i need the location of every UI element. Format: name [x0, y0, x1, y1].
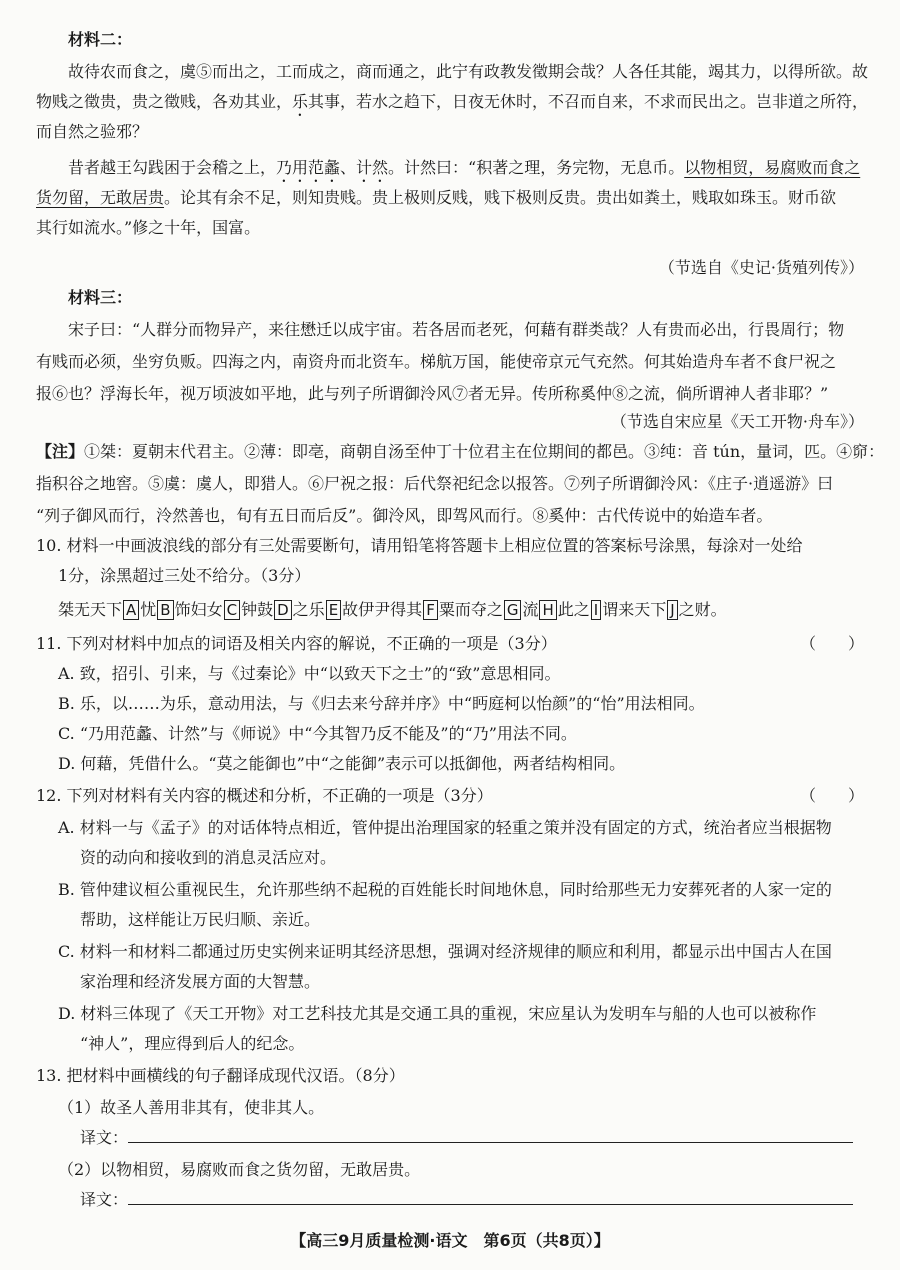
q13-sentence-1: （1）故圣人善用非其有，使非其人。 — [58, 1098, 325, 1117]
material2-p1-line3: 而自然之验邪？ — [36, 122, 149, 141]
material2-p2-line3: 其行如流水。”修之十年，国富。 — [36, 218, 261, 237]
q13-answer-2[interactable] — [80, 1186, 853, 1214]
underlined-sentence: 以物相贸，易腐败而食之 — [684, 158, 861, 177]
text-span: 其事，若水之趋下，日夜无休时，不召而自来，不求而民出之。岂非道之所符， — [308, 92, 869, 111]
material2-p2-line1 — [36, 154, 860, 186]
q12-option-a-line2[interactable]: 资的动向和接收到的消息灵活应对。 — [80, 848, 337, 867]
material3-line1: 宋子曰：“人群分而物异产，来往懋迁以成宇宙。若各居而老死，何藉有群类哉？人有贵而必出，行畏周行；物 — [68, 320, 845, 339]
notes-line1 — [36, 438, 884, 466]
material2-p2-line2 — [36, 184, 836, 212]
q10-segment: 之乐 — [292, 600, 325, 619]
underlined-sentence: 货勿留，无敢居贵 — [36, 188, 165, 207]
q10-segment: 谓来天下 — [602, 600, 667, 619]
q10-segment: 钟鼓 — [241, 600, 274, 619]
q12-option-a-line1[interactable]: A. 材料一与《孟子》的对话体特点相近，管仲提出治理国家的轻重之策并没有固定的方式，统治者应当根据物 — [58, 818, 832, 837]
answer-line-1[interactable] — [128, 1124, 853, 1143]
answer-box-c[interactable]: C — [224, 600, 240, 620]
text-span: 物贱之徵贵，贵之徵贱，各劝其业， — [36, 92, 293, 111]
text-span: 昔者越王勾践困于会稽之上， — [68, 158, 277, 177]
q11-option-a[interactable]: A. 致，招引、引来，与《过秦论》中“以致天下之士”的“致”意思相同。 — [58, 664, 561, 683]
q13-sentence-2: （2）以物相贸，易腐败而食之货勿留，无敢居贵。 — [58, 1160, 421, 1179]
q12-option-b-line1[interactable]: B. 管仲建议桓公重视民生，允许那些纳不起税的百姓能长时间地休息，同时给那些无力安葬死者的人家一定的 — [58, 880, 832, 899]
answer-box-g[interactable]: G — [504, 600, 522, 620]
q10-segment: 忧 — [140, 600, 157, 619]
material2-p1-line1: 故待农而食之，虞⑤而出之，工而成之，商而通之，此宁有政教发徵期会哉？人各任其能，竭其力，以得所欲。故 — [68, 62, 869, 81]
answer-box-d[interactable]: D — [274, 600, 292, 620]
q12-option-c-line2[interactable]: 家治理和经济发展方面的大智慧。 — [80, 972, 321, 991]
text-span: ①桀：夏朝末代君主。②薄：即亳，商朝自汤至仲丁十位君主在位期间的都邑。③纯：音 tún，量词，匹。④窌： — [84, 442, 885, 461]
q10-stem-line2: 1分，涂黑超过三处不给分。（3分） — [58, 566, 311, 585]
text-span: 。计然曰：“积著之理，务完物，无息币。 — [388, 158, 685, 177]
answer-box-f[interactable]: F — [423, 600, 438, 620]
q10-segment: 此之 — [557, 600, 590, 619]
q12-option-b-line2[interactable]: 帮助，这样能让万民归顺、亲近。 — [80, 910, 321, 929]
q12-option-d-line2[interactable]: “神人”，理应得到后人的纪念。 — [80, 1034, 305, 1053]
q10-segment: 粟而夺之 — [438, 600, 503, 619]
q12-option-d-line1[interactable]: D. 材料三体现了《天工开物》对工艺科技尤其是交通工具的重视，宋应星认为发明车与船的人也可以被称作 — [58, 1004, 817, 1023]
q11-answer-parens[interactable]: （ ） — [799, 634, 864, 653]
notes-line2: 指积谷之地窖。⑤虞：虞人，即猎人。⑥尸祝之报：后代祭祀纪念以报答。⑦列子所谓御泠风：《庄子·逍遥游》曰 — [36, 474, 834, 493]
material3-line3: 报⑥也？浮海长年，视万顷波如平地，此与列子所谓御泠风⑦者无异。传所称奚仲⑧之流，倘所谓神人者非耶？” — [36, 384, 829, 403]
material3-source: （节选自宋应星《天工开物·舟车》） — [610, 412, 864, 431]
q10-sentence — [58, 596, 727, 624]
page-footer: 【高三9月质量检测·语文 第6页（共8页）】 — [290, 1231, 610, 1250]
q13-answer-1[interactable] — [80, 1124, 853, 1152]
q11-option-b[interactable]: B. 乐，以……为乐，意动用法，与《归去来兮辞并序》中“眄庭柯以怡颜”的“怡”用法相同。 — [58, 694, 705, 713]
q10-segment: 桀无天下 — [58, 600, 123, 619]
q10-stem-line1: 10. 材料一中画波浪线的部分有三处需要断句，请用铅笔将答题卡上相应位置的答案标号涂黑，每涂对一处给 — [36, 536, 803, 555]
q13-stem: 13. 把材料中画横线的句子翻译成现代汉语。（8分） — [36, 1066, 405, 1085]
q12-stem: 12. 下列对材料有关内容的概述和分析，不正确的一项是（3分） — [36, 786, 493, 805]
answer-box-e[interactable]: E — [326, 600, 341, 620]
answer-box-a[interactable]: A — [123, 600, 139, 620]
notes-line3: “列子御风而行，泠然善也，旬有五日而后反”。御泠风，即驾风而行。⑧奚仲：古代传说中的始造车者。 — [36, 506, 773, 525]
q12-answer-parens[interactable]: （ ） — [799, 786, 864, 805]
answer-box-j[interactable]: J — [667, 600, 677, 620]
q10-segment: 饰妇女 — [174, 600, 223, 619]
dotted-word-le: 乐 — [292, 92, 309, 111]
answer-box-i[interactable]: I — [591, 600, 601, 620]
answer-box-b[interactable]: B — [157, 600, 173, 620]
answer-label: 译文： — [80, 1190, 129, 1209]
material2-source: （节选自《史记·货殖列传》） — [658, 258, 864, 277]
q10-segment: 之财。 — [678, 600, 727, 619]
q12-option-c-line1[interactable]: C. 材料一和材料二都通过历史实例来证明其经济思想，强调对经济规律的顺应和利用，都显示出中国古人在国 — [58, 942, 832, 961]
answer-box-h[interactable]: H — [539, 600, 556, 620]
q11-stem: 11. 下列对材料中加点的词语及相关内容的解说，不正确的一项是（3分） — [36, 634, 557, 653]
q11-option-c[interactable]: C. “乃用范蠡、计然”与《师说》中“今其智乃反不能及”的“乃”用法不同。 — [58, 724, 577, 743]
q10-segment: 流 — [522, 600, 539, 619]
material2-heading: 材料二： — [68, 30, 133, 49]
material3-heading: 材料三： — [68, 288, 133, 307]
answer-label: 译文： — [80, 1128, 129, 1147]
notes-label: 【注】 — [36, 442, 85, 461]
q10-segment: 故伊尹得其 — [342, 600, 423, 619]
text-span: 。论其有余不足，则知贵贱。贵上极则反贱，贱下极则反贵。贵出如粪土，贱取如珠玉。财币欲 — [164, 188, 837, 207]
material3-line2: 有贱而必须，坐穷负贩。四海之内，南资舟而北资车。梯航万国，能使帝京元气充然。何其始造舟车者不食尸祝之 — [36, 352, 837, 371]
dotted-phrase-naiyong: 乃用范蠡、计然 — [276, 158, 389, 177]
material2-p1-line2 — [36, 88, 868, 120]
answer-line-2[interactable] — [128, 1186, 853, 1205]
q11-option-d[interactable]: D. 何藉，凭借什么。“莫之能御也”中“之能御”表示可以抵御他，两者结构相同。 — [58, 754, 626, 773]
